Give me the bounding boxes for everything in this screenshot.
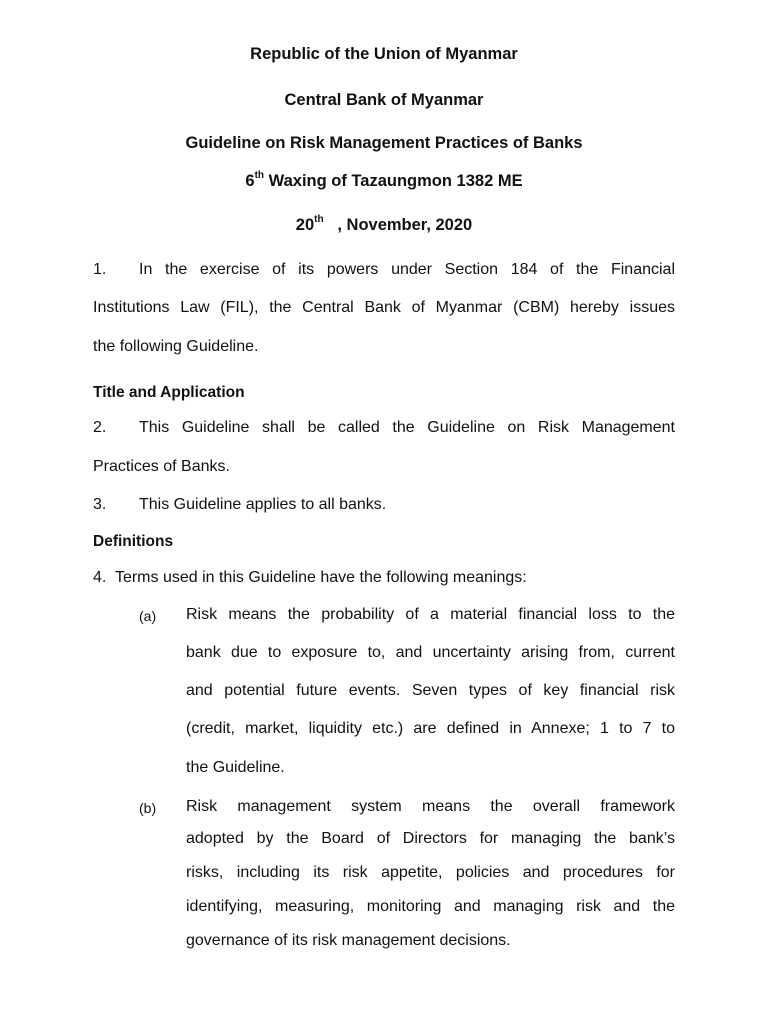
def-b-line5: governance of its risk management decisions.	[186, 932, 511, 949]
section-definitions: Definitions	[93, 533, 174, 550]
myanmar-date-rest: Waxing of Tazaungmon 1382 ME	[264, 172, 523, 190]
def-b-line3: risks, including its risk appetite, policies and procedures for	[186, 864, 675, 881]
gregorian-date-num: 20	[295, 216, 315, 234]
country-title: Republic of the Union of Myanmar	[250, 45, 518, 63]
gregorian-date-rest: , November, 2020	[323, 216, 473, 234]
def-b-line2: adopted by the Board of Directors for managing the bank’s	[186, 830, 675, 847]
guideline-title: Guideline on Risk Management Practices of Banks	[185, 134, 583, 152]
myanmar-date-num: 6	[245, 172, 255, 190]
def-b-line1: Risk management system means the overall framework	[186, 798, 675, 815]
gregorian-date-sup: th	[314, 214, 324, 225]
para2-number: 2.	[93, 419, 107, 436]
def-a-line3: and potential future events. Seven types of key financial risk	[186, 682, 675, 699]
section-title-application: Title and Application	[93, 384, 245, 401]
def-a-line4: (credit, market, liquidity etc.) are defined in Annexe; 1 to 7 to	[186, 720, 675, 737]
para2-line2: Practices of Banks.	[93, 458, 230, 475]
gregorian-date	[0, 216, 768, 235]
para4-line1: 4. Terms used in this Guideline have the following meanings:	[93, 569, 527, 586]
def-a-line2: bank due to exposure to, and uncertainty arising from, current	[186, 644, 675, 661]
para2-line1: This Guideline shall be called the Guideline on Risk Management	[139, 419, 675, 436]
def-a-line5: the Guideline.	[186, 759, 285, 776]
myanmar-date	[0, 172, 768, 191]
def-b-line4: identifying, measuring, monitoring and managing risk and the	[186, 898, 675, 915]
def-b-label: (b)	[139, 800, 157, 816]
def-a-label: (a)	[139, 608, 157, 624]
para1-line2: Institutions Law (FIL), the Central Bank of Myanmar (CBM) hereby issues	[93, 299, 675, 316]
para3-number: 3.	[93, 496, 107, 513]
def-a-line1: Risk means the probability of a material financial loss to the	[186, 606, 675, 623]
para1-line3: the following Guideline.	[93, 338, 259, 355]
para1-number: 1.	[93, 261, 107, 278]
myanmar-date-sup: th	[254, 170, 265, 181]
bank-title: Central Bank of Myanmar	[284, 91, 484, 109]
para3-line1: This Guideline applies to all banks.	[139, 496, 387, 513]
para1-line1: In the exercise of its powers under Section 184 of the Financial	[139, 261, 675, 278]
